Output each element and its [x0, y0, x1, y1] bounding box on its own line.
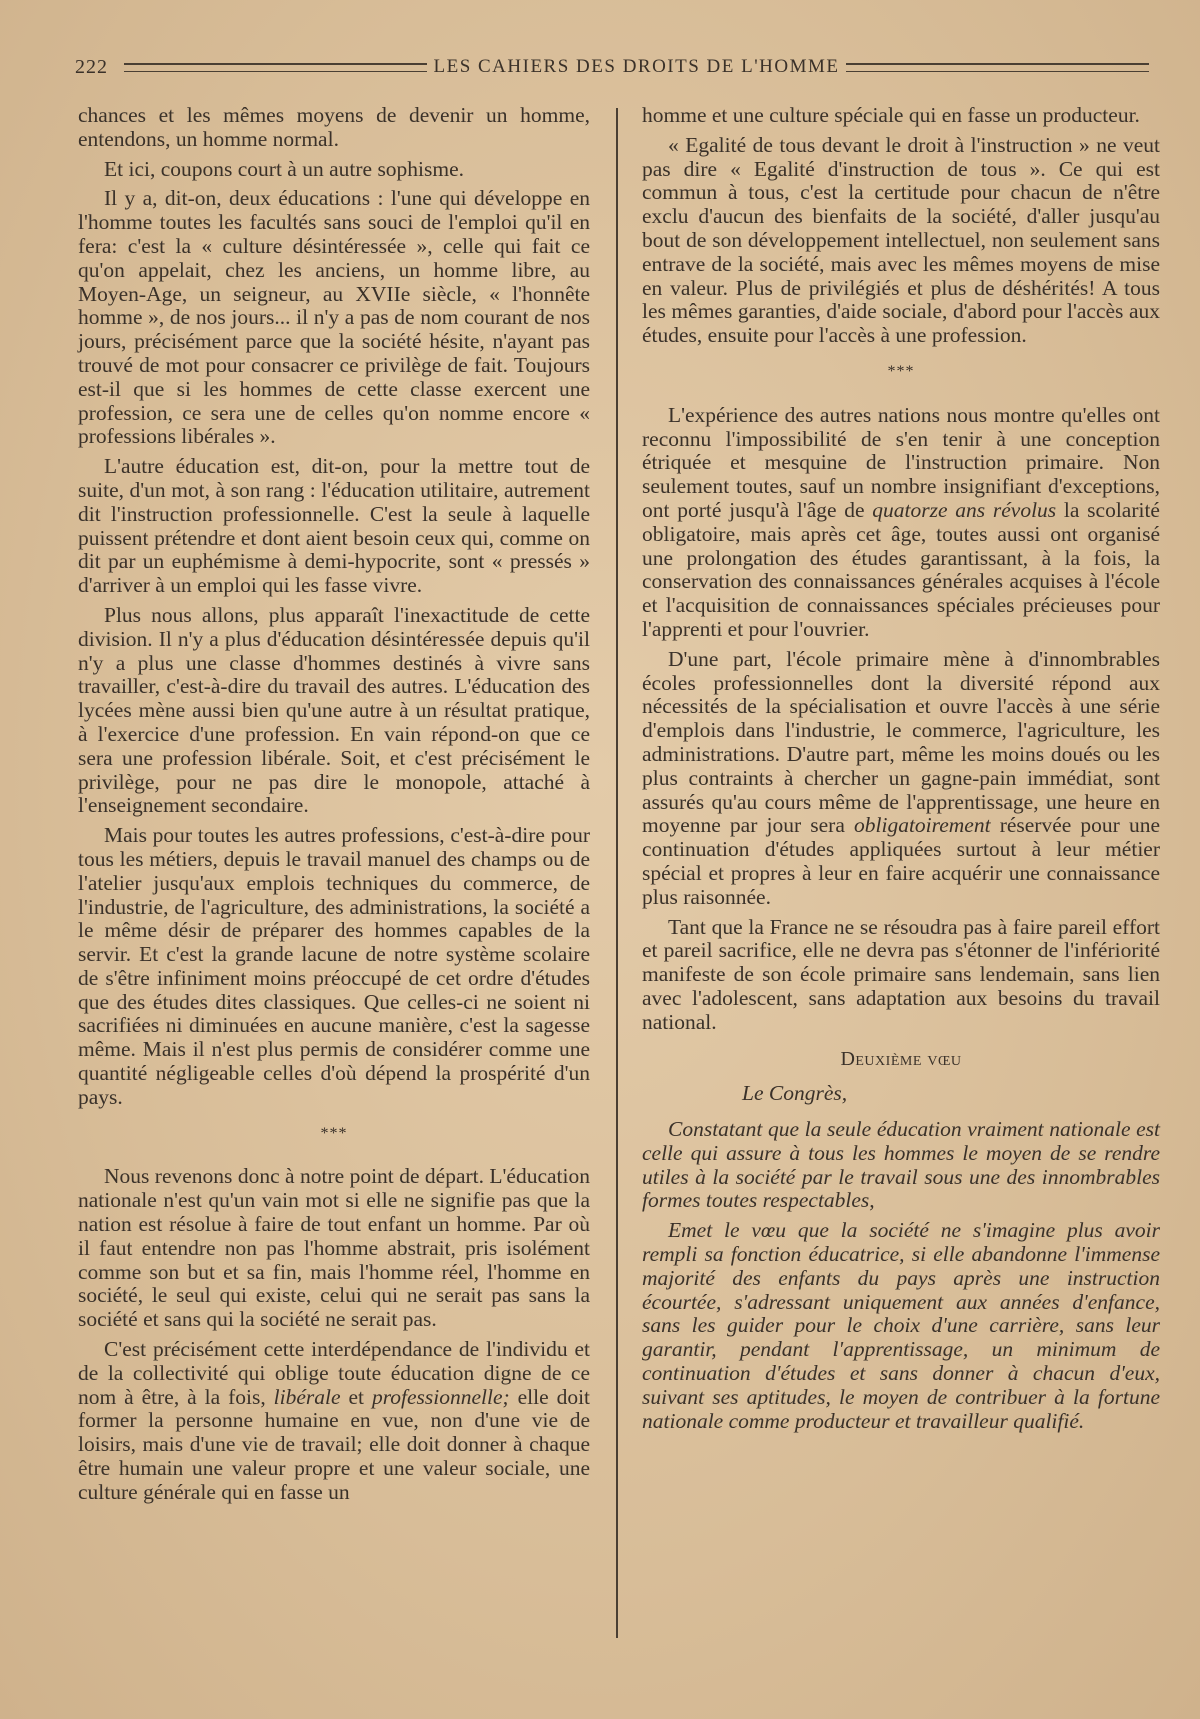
section-asterism: *** — [887, 362, 915, 380]
section-asterism: *** — [320, 1124, 348, 1142]
italic-run: libérale — [273, 1384, 341, 1409]
page-number: 222 — [75, 55, 108, 78]
column-divider — [616, 108, 618, 1638]
right-column — [642, 104, 1160, 1439]
paragraph — [642, 648, 1160, 910]
paragraph: Nous revenons donc à notre point de départ. L'éducation nationale n'est qu'un vain mot si elle ne signifie pas que la nation est résolue à faire de tout enfant un homme. Par où il faut entendre non pas l'homme abstrait, pris isolément comme son but et sa fin, mais l'homme réel, l'homme en société, le seul qui existe, celui qui ne serait pas sans la société et sans qui la société ne serait pas. — [78, 1164, 590, 1332]
header-rule-right — [846, 63, 1149, 72]
paragraph: « Egalité de tous devant le droit à l'instruction » ne veut pas dire « Egalité d'instruction de tous ». Ce qui est commun à tous, c'est la certitude pour chacun de n'être exclu d'aucun des bienfaits de la société, d'aller jusqu'au bout de son développement intellectuel, non seulement sans entrave de la société, mais avec les mêmes moyens de mise en valeur. Plus de privilégiés et plus de déshérités! A tous les mêmes garanties, d'aide sociale, d'abord pour l'accès aux études, ensuite pour l'accès à une profession. — [642, 132, 1160, 348]
italic-run: professionnelle; — [371, 1384, 510, 1409]
text-run: elle doit former la personne humaine en vue, non d'une vie de loisirs, mais d'une vie de travail; elle doit donner à chaque être humain une valeur propre et une valeur sociale, une culture générale qui en fasse un — [78, 1384, 591, 1504]
paragraph: chances et les mêmes moyens de devenir un homme, entendons, un homme normal. — [78, 103, 590, 151]
italic-run: quatorze ans révolus — [872, 497, 1057, 522]
paragraph: Mais pour toutes les autres professions, c'est-à-dire pour tous les métiers, depuis le travail manuel des champs ou de l'atelier jusqu'aux emplois techniques du commerce, de l'industrie, de l'agriculture, des administrations, la société a le même désir de préparer des hommes capables de la servir. Et c'est la grande lacune de notre système scolaire de s'être infiniment moins préoccupé de cet ordre d'études que des études dites classiques. Que celles-ci ne soient ni sacrifiées ni diminuées en aucune manière, c'est la sagesse même. Mais il n'est plus permis de considérer comme une quantité négligeable celles d'où dépend la prospérité d'un pays. — [78, 823, 590, 1109]
paragraph: Il y a, dit-on, deux éducations : l'une qui développe en l'homme toutes les facultés sans souci de l'emploi qu'il en fera: c'est la « culture désintéressée », celle qui fait ce qu'on appelait, chez les anciens, un homme libre, au Moyen-Age, un seigneur, au XVIIe siècle, « l'honnête homme », de nos jours... il n'y a pas de nom courant de nos jours, précisément parce que la société hésite, n'ayant pas trouvé de mot pour consacrer ce privilège de fait. Toujours est-il que si les hommes de cette classe exercent une profession, ce sera une de celles qu'on nomme encore « professions libérales ». — [78, 186, 590, 449]
congres-line: Le Congrès, — [742, 1081, 848, 1106]
paragraph — [78, 1338, 590, 1505]
paragraph: Tant que la France ne se résoudra pas à faire pareil effort et pareil sacrifice, elle ne devra pas s'étonner de l'infériorité manifeste de son école primaire sans lendemain, sans lien avec l'adolescent, sans adaptation aux besoins du travail national. — [642, 914, 1160, 1034]
running-title: LES CAHIERS DES DROITS DE L'HOMME — [433, 56, 840, 77]
text-run: D'une part, l'école primaire mène à d'innombrables écoles professionnelles dont la diversité répond aux nécessités de la spécialisation et ouvre l'accès à une série d'emplois dans l'industrie, le commerce, l'agriculture, les administrations. D'autre part, même les moins doués ou les plus contraints à chercher un gagne-pain immédiat, sont assurés qu'au cours même de l'apprentissage, une heure en moyenne par jour sera — [642, 646, 1160, 838]
paragraph: Et ici, coupons court à un autre sophisme. — [104, 156, 465, 181]
paragraph: Plus nous allons, plus apparaît l'inexactitude de cette division. Il n'y a plus d'éducation désintéressée depuis qu'il n'y a plus une classe d'hommes destinés à vivre sans travailler, c'est-à-dire du travail des autres. L'éducation des lycées mène aussi bien qu'une autre à un résultat pratique, à l'exercice d'une profession. En vain répond-on que ce sera une profession libérale. Soit, et c'est précisément le privilège, pour ne pas dire le monopole, attaché à l'enseignement secondaire. — [78, 602, 590, 818]
resolution-paragraph: Constatant que la seule éducation vraiment nationale est celle qui assure à tous les hommes le moyen de se rendre utiles à la société par le travail sous une des innombrables formes toutes respectables, — [642, 1117, 1160, 1213]
paragraph — [642, 404, 1160, 642]
resolution-paragraph: Emet le vœu que la société ne s'imagine plus avoir rempli sa fonction éducatrice, si elle abandonne l'immense majorité des enfants du pays après une instruction écourtée, s'adressant uniquement aux années d'enfance, sans les guider pour le choix d'une carrière, sans leur garantir, pendant l'apprentissage, un minimum de continuation d'études et sans donner à chacun d'eux, suivant ses aptitudes, le moyen de contribuer à la fortune nationale comme producteur et travailleur qualifié. — [642, 1218, 1160, 1433]
text-run: et — [348, 1384, 364, 1409]
paragraph: homme et une culture spéciale qui en fasse un producteur. — [642, 103, 1140, 127]
vow-heading: Deuxième vœu — [840, 1048, 962, 1071]
header-rule-left — [124, 63, 427, 72]
paragraph: L'autre éducation est, dit-on, pour la mettre tout de suite, d'un mot, à son rang : l'éducation utilitaire, autrement dit l'instruction professionnelle. C'est la seule à laquelle puissent prétendre et dont aient besoin ceux qui, comme on dit par un euphémisme à demi-hypocrite, sont « pressés » d'arriver à un emploi qui les fasse vivre. — [78, 454, 590, 598]
italic-run: obligatoirement — [854, 813, 991, 838]
text-run: réservée pour une continuation d'études appliquées surtout à leur métier spécial et propres à leur en faire acquérir une connaissance plus raisonnée. — [642, 813, 1160, 909]
text-run: L'expérience des autres nations nous montre qu'elles ont reconnu l'impossibilité de s'en tenir à une conception étriquée et mesquine de l'instruction primaire. Non seulement toutes, sauf un nombre insignifiant d'exceptions, ont porté jusqu'à l'âge de — [642, 402, 1160, 522]
text-run: C'est précisément cette interdépendance de l'individu et de la collectivité qui oblige toute éducation digne de ce nom à être, à la fois, — [78, 1337, 590, 1409]
text-run: la scolarité obligatoire, mais après cet âge, toutes aussi ont organisé une prolongation des études garantissant, à la fois, la conservation des connaissances générales acquises à l'école et l'acquisition de connaissances spéciales précieuses pour l'apprenti et pour l'ouvrier. — [642, 497, 1160, 641]
left-column — [78, 104, 590, 1511]
running-header — [75, 52, 1155, 82]
